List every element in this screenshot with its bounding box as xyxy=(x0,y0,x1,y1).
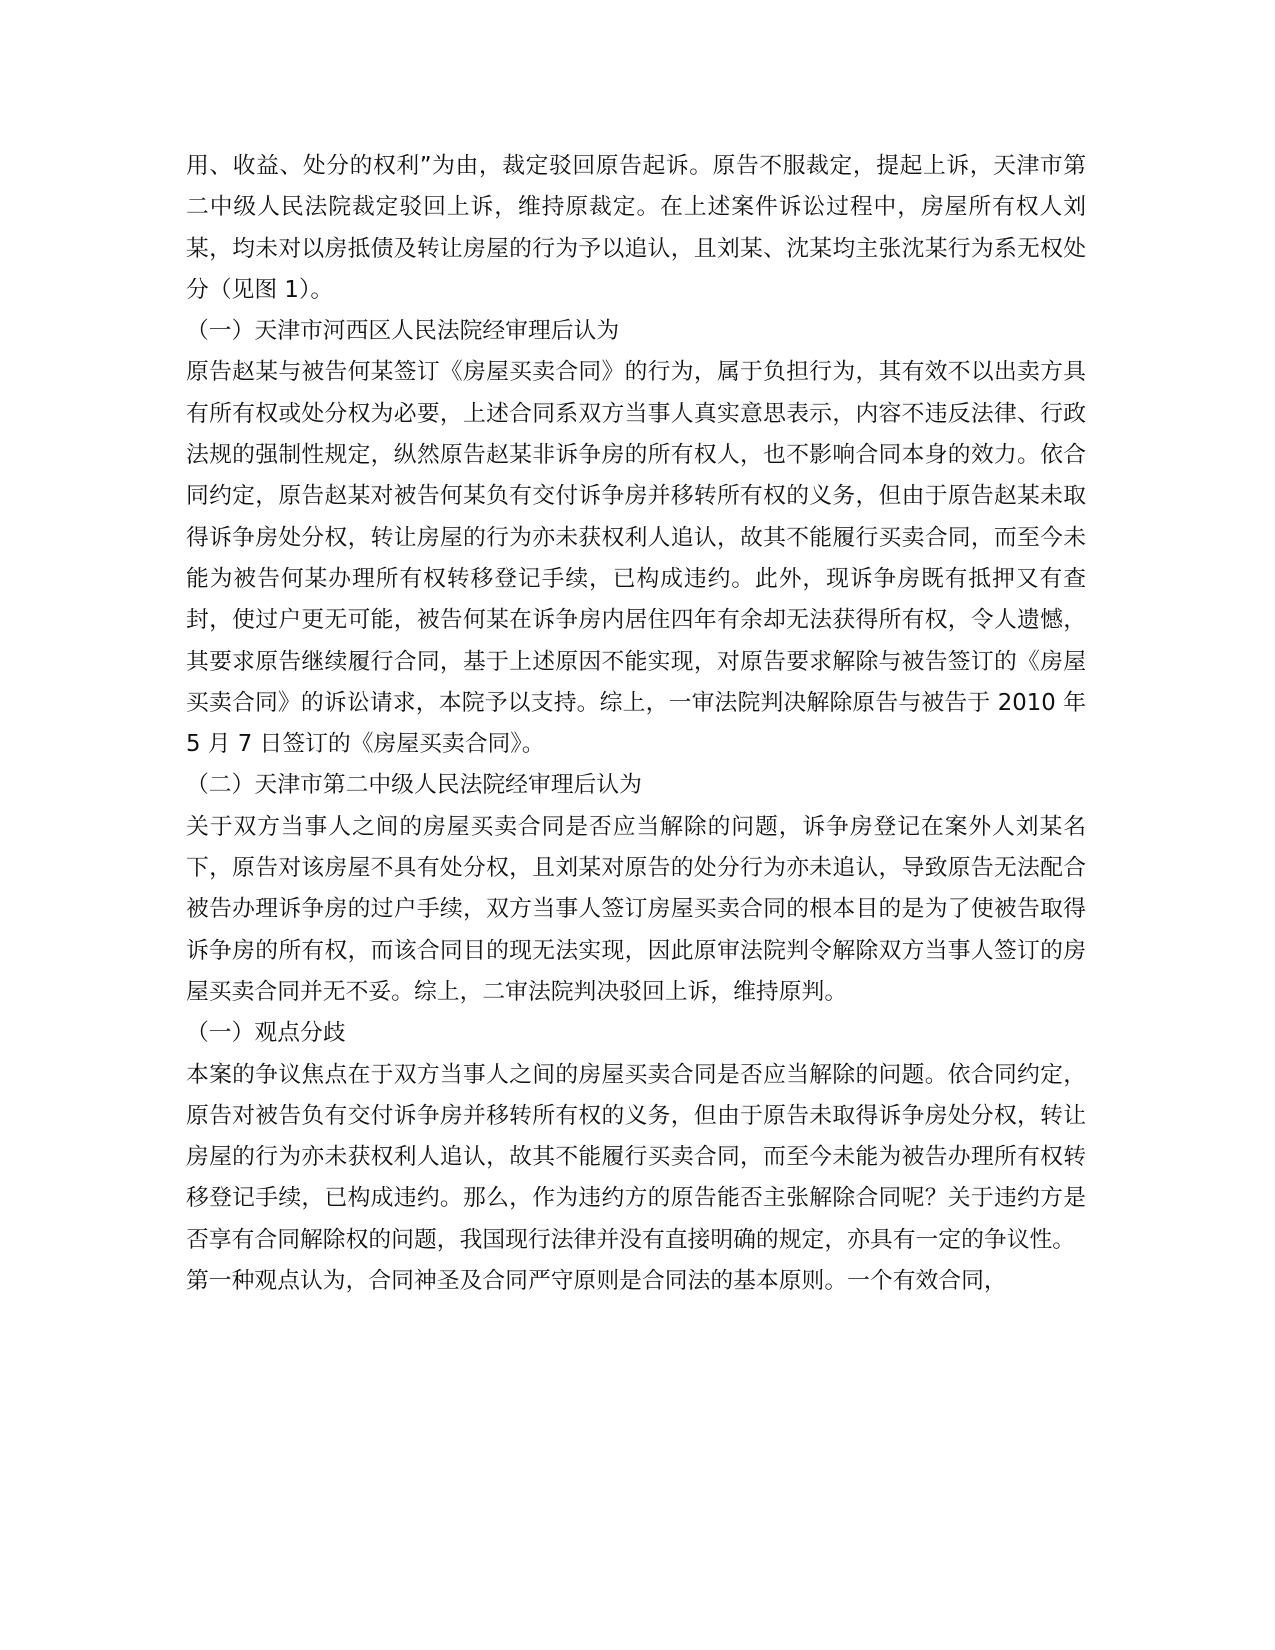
paragraph-first-view: 第一种观点认为，合同神圣及合同严守原则是合同法的基本原则。一个有效合同， xyxy=(186,1268,1007,1295)
paragraph-dispute-focus: 本案的争议焦点在于双方当事人之间的房屋买卖合同是否应当解除的问题。依合同约定，原告对被告负有交付诉争房并移转所有权的义务，但由于原告未取得诉争房处分权，转让房屋的行为亦未获权利人追认，故其不能履行买卖合同，而至今未能为被告办理所有权转移登记手续，已构成违约。那么，作为违约方的原告能否主张解除合同呢？关于违约方是否享有合同解除权的问题，我国现行法律并没有直接明确的规定，亦具有一定的争议性。 xyxy=(186,1061,1086,1253)
paragraph-first-instance-opinion: 原告赵某与被告何某签订《房屋买卖合同》的行为，属于负担行为，其有效不以出卖方具有所有权或处分权为必要，上述合同系双方当事人真实意思表示，内容不违反法律、行政法规的强制性规定，纵然原告赵某非诉争房的所有权人，也不影响合同本身的效力。依合同约定，原告赵某对被告何某负有交付诉争房并移转所有权的义务，但由于原告赵某未取得诉争房处分权，转让房屋的行为亦未获权利人追认，故其不能履行买卖合同，而至今未能为被告何某办理所有权转移登记手续，已构成违约。此外，现诉争房既有抵押又有查封，使过户更无可能，被告何某在诉争房内居住四年有余却无法获得所有权，令人遗憾，其要求原告继续履行合同，基于上述原因不能实现，对原告要求解除与被告签订的《房屋买卖合同》的诉讼请求，本院予以支持。综上，一审法院判决解除原告与被告于 2010 年 5 月 7 日签订的《房屋买卖合同》。 xyxy=(186,359,1086,758)
section-heading-divergent-views: （一）观点分歧 xyxy=(186,1020,346,1047)
paragraph-continuation: 用、收益、处分的权利”为由，裁定驳回原告起诉。原告不服裁定，提起上诉，天津市第二中级人民法院裁定驳回上诉，维持原裁定。在上述案件诉讼过程中，房屋所有权人刘某，均未对以房抵债及转让房屋的行为予以追认，且刘某、沈某均主张沈某行为系无权处分（见图 1）。 xyxy=(186,153,1086,303)
paragraph-second-instance-opinion: 关于双方当事人之间的房屋买卖合同是否应当解除的问题，诉争房登记在案外人刘某名下，原告对该房屋不具有处分权，且刘某对原告的处分行为亦未追认，导致原告无法配合被告办理诉争房的过户手续，双方当事人签订房屋买卖合同的根本目的是为了使被告取得诉争房的所有权，而该合同目的现无法实现，因此原审法院判令解除双方当事人签订的房屋买卖合同并无不妥。综上，二审法院判决驳回上诉，维持原判。 xyxy=(186,813,1086,1005)
section-heading-hexi-court: （一）天津市河西区人民法院经审理后认为 xyxy=(186,318,620,345)
document-body xyxy=(186,146,1086,1302)
section-heading-second-intermediate-court: （二）天津市第二中级人民法院经审理后认为 xyxy=(186,772,642,799)
